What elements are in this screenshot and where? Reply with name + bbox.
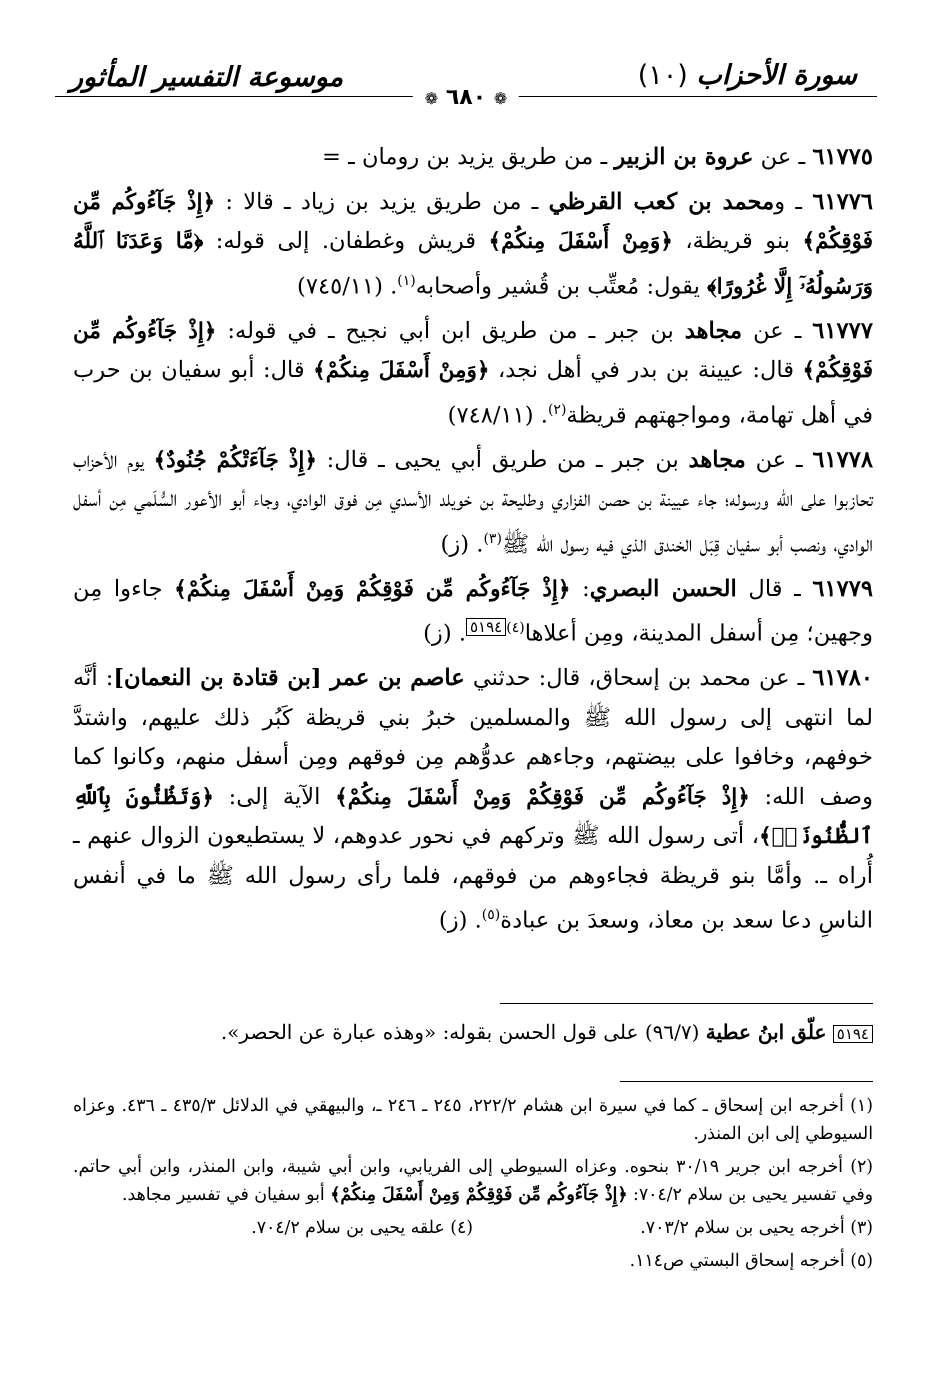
book-title: موسوعة التفسير المأثور	[70, 62, 344, 93]
surah-name: سورة الأحزاب	[696, 60, 857, 91]
footnote-separator	[620, 1081, 873, 1082]
commentary-note: ٥١٩٤ علّق ابنُ عطية (٩٦/٧) على قول الحسن بقوله: «وهذه عبارة عن الحصر».	[73, 1020, 873, 1044]
footnote-marker[interactable]: (٥)	[481, 907, 501, 924]
footnote-row	[73, 1214, 873, 1242]
commentary-separator	[500, 1003, 873, 1004]
footnote-marker[interactable]: (٢)	[547, 401, 567, 418]
footnote-marker[interactable]: (٣)	[483, 530, 502, 547]
footnotes	[73, 1092, 873, 1280]
verse-number: (١٠)	[637, 60, 688, 91]
footnote-2: (٢) أخرجه ابن جرير ٣٠/١٩ بنحوه. وعزاه السيوطي إلى الفريابي، وابن أبي شيبة، وابن المنذر، وابن أبي حاتم. وفي تفسير يحيى بن سلام ٧٠٤/٢: ﴿إِذْ جَآءُوكُم مِّن فَوْقِكُمْ وَمِنْ أَسْفَلَ مِنكُمْ﴾ أبو سفيان في تفسير مجاهد.	[73, 1157, 873, 1205]
page-number: ❁ ٦٨٠ ❁	[413, 85, 519, 110]
footnote-1: (١) أخرجه ابن إسحاق ـ كما في سيرة ابن هشام ٢٢٢/٢، ٢٤٥ ـ ٢٤٦ ـ، والبيهقي في الدلائل ٤٣٥/٣ ـ ٤٣٦. وعزاه السيوطي إلى ابن المنذر.	[73, 1096, 873, 1144]
footnote-3: (٣) أخرجه يحيى بن سلام ٧٠٣/٢.	[640, 1218, 873, 1238]
footnote-marker[interactable]: (١)	[397, 272, 416, 289]
footnote-marker[interactable]: (٤)	[506, 620, 525, 637]
narration-61776: ٦١٧٧٦ ـ ومحمد بن كعب القرظي ـ من طريق يزيد بن زياد ـ قالا : ﴿إِذْ جَآءُوكُم مِّن فَوْقِكُمْ﴾ بنو قريظة، ﴿وَمِنْ أَسْفَلَ مِنكُمْ﴾ قريش وغطفان. إلى قوله: ﴿مَّا وَعَدَنَا ٱللَّهُ وَرَسُولُهُۥٓ إِلَّا غُرُورًا﴾ يقول: مُعتِّب بن قُشير وأصحابه$^{(١)}$. (٧٤٥/١١)	[73, 188, 874, 300]
commentary-box: ٥١٩٤	[833, 1025, 873, 1043]
narration-61775: ٦١٧٧٥ ـ عن عروة بن الزبير ـ من طريق يزيد بن رومان ـ =	[322, 144, 873, 170]
ornament-icon: ❁	[493, 89, 508, 108]
footnote-4: (٤) علقه يحيى بن سلام ٧٠٤/٢.	[251, 1218, 473, 1238]
surah-label	[638, 60, 857, 91]
narration-61780: ٦١٧٨٠ ـ عن محمد بن إسحاق، قال: حدثني عاصم بن عمر [بن قتادة بن النعمان]: أنَّه لما انتهى إلى رسول الله ﷺ والمسلمين خبرُ بني قريظة كَبُر ذلك عليهم، واشتدَّ خوفهم، وخافوا على بيضتهم، وجاءهم عدوُّهم مِن فوقهم ومِن أسفل منهم، وكانوا كما وصف الله: ﴿إِذْ جَآءُوكُم مِّن فَوْقِكُمْ وَمِنْ أَسْفَلَ مِنكُمْ﴾ الآية إلى: ﴿وَتَظُنُّونَ بِٱللَّهِ ٱلظُّنُونَا۠﴾، أتى رسول الله ﷺ وتركهم في نحور عدوهم، لا يستطيعون الزوال عنهم ـ أُراه ـ. وأمَّا بنو قريظة فجاءوهم من فوقهم، فلما رأى رسول الله ﷺ ما في أنفس الناسِ دعا سعد بن معاذ، وسعدَ بن عبادة$^{(٥)}$. (ز)	[73, 665, 874, 934]
main-text	[73, 138, 873, 946]
ornament-icon: ❁	[424, 89, 439, 108]
footnote-5: (٥) أخرجه إسحاق البستي ص١١٤.	[629, 1251, 873, 1271]
commentary-ref-box[interactable]: ٥١٩٤	[466, 618, 506, 636]
narration-61778: ٦١٧٧٨ ـ عن مجاهد بن جبر ـ من طريق أبي يحيى ـ قال: ﴿إِذْ جَآءَتْكُمْ جُنُودٌ﴾ يوم الأحزاب تحازبوا على الله ورسوله؛ جاء عيينة بن حصن الفزاري وطليحة بن خويلد الأسدي مِن فوق الوادي، وجاء أبو الأعور السُّلَمي مِن أسفل الوادي، ونصب أبو سفيان قِبَل الخندق الذي فيه رسول الله ﷺ$^{(٣)}$. (ز)	[73, 446, 874, 558]
narration-61779: ٦١٧٧٩ ـ قال الحسن البصري: ﴿إِذْ جَآءُوكُم مِّن فَوْقِكُمْ وَمِنْ أَسْفَلَ مِنكُمْ﴾ جاءوا مِن وجهين؛ مِن أسفل المدينة، ومِن أعلاها$^{(٤)}$٥١٩٤. (ز)	[73, 575, 874, 647]
page-header	[55, 52, 877, 108]
narration-61777: ٦١٧٧٧ ـ عن مجاهد بن جبر ـ من طريق ابن أبي نجيح ـ في قوله: ﴿إِذْ جَآءُوكُم مِّن فَوْقِكُمْ﴾ قال: عيينة بن بدر في أهل نجد، ﴿وَمِنْ أَسْفَلَ مِنكُمْ﴾ قال: أبو سفيان بن حرب في أهل تهامة، ومواجهتهم قريظة$^{(٢)}$. (٧٤٨/١١)	[73, 317, 873, 429]
